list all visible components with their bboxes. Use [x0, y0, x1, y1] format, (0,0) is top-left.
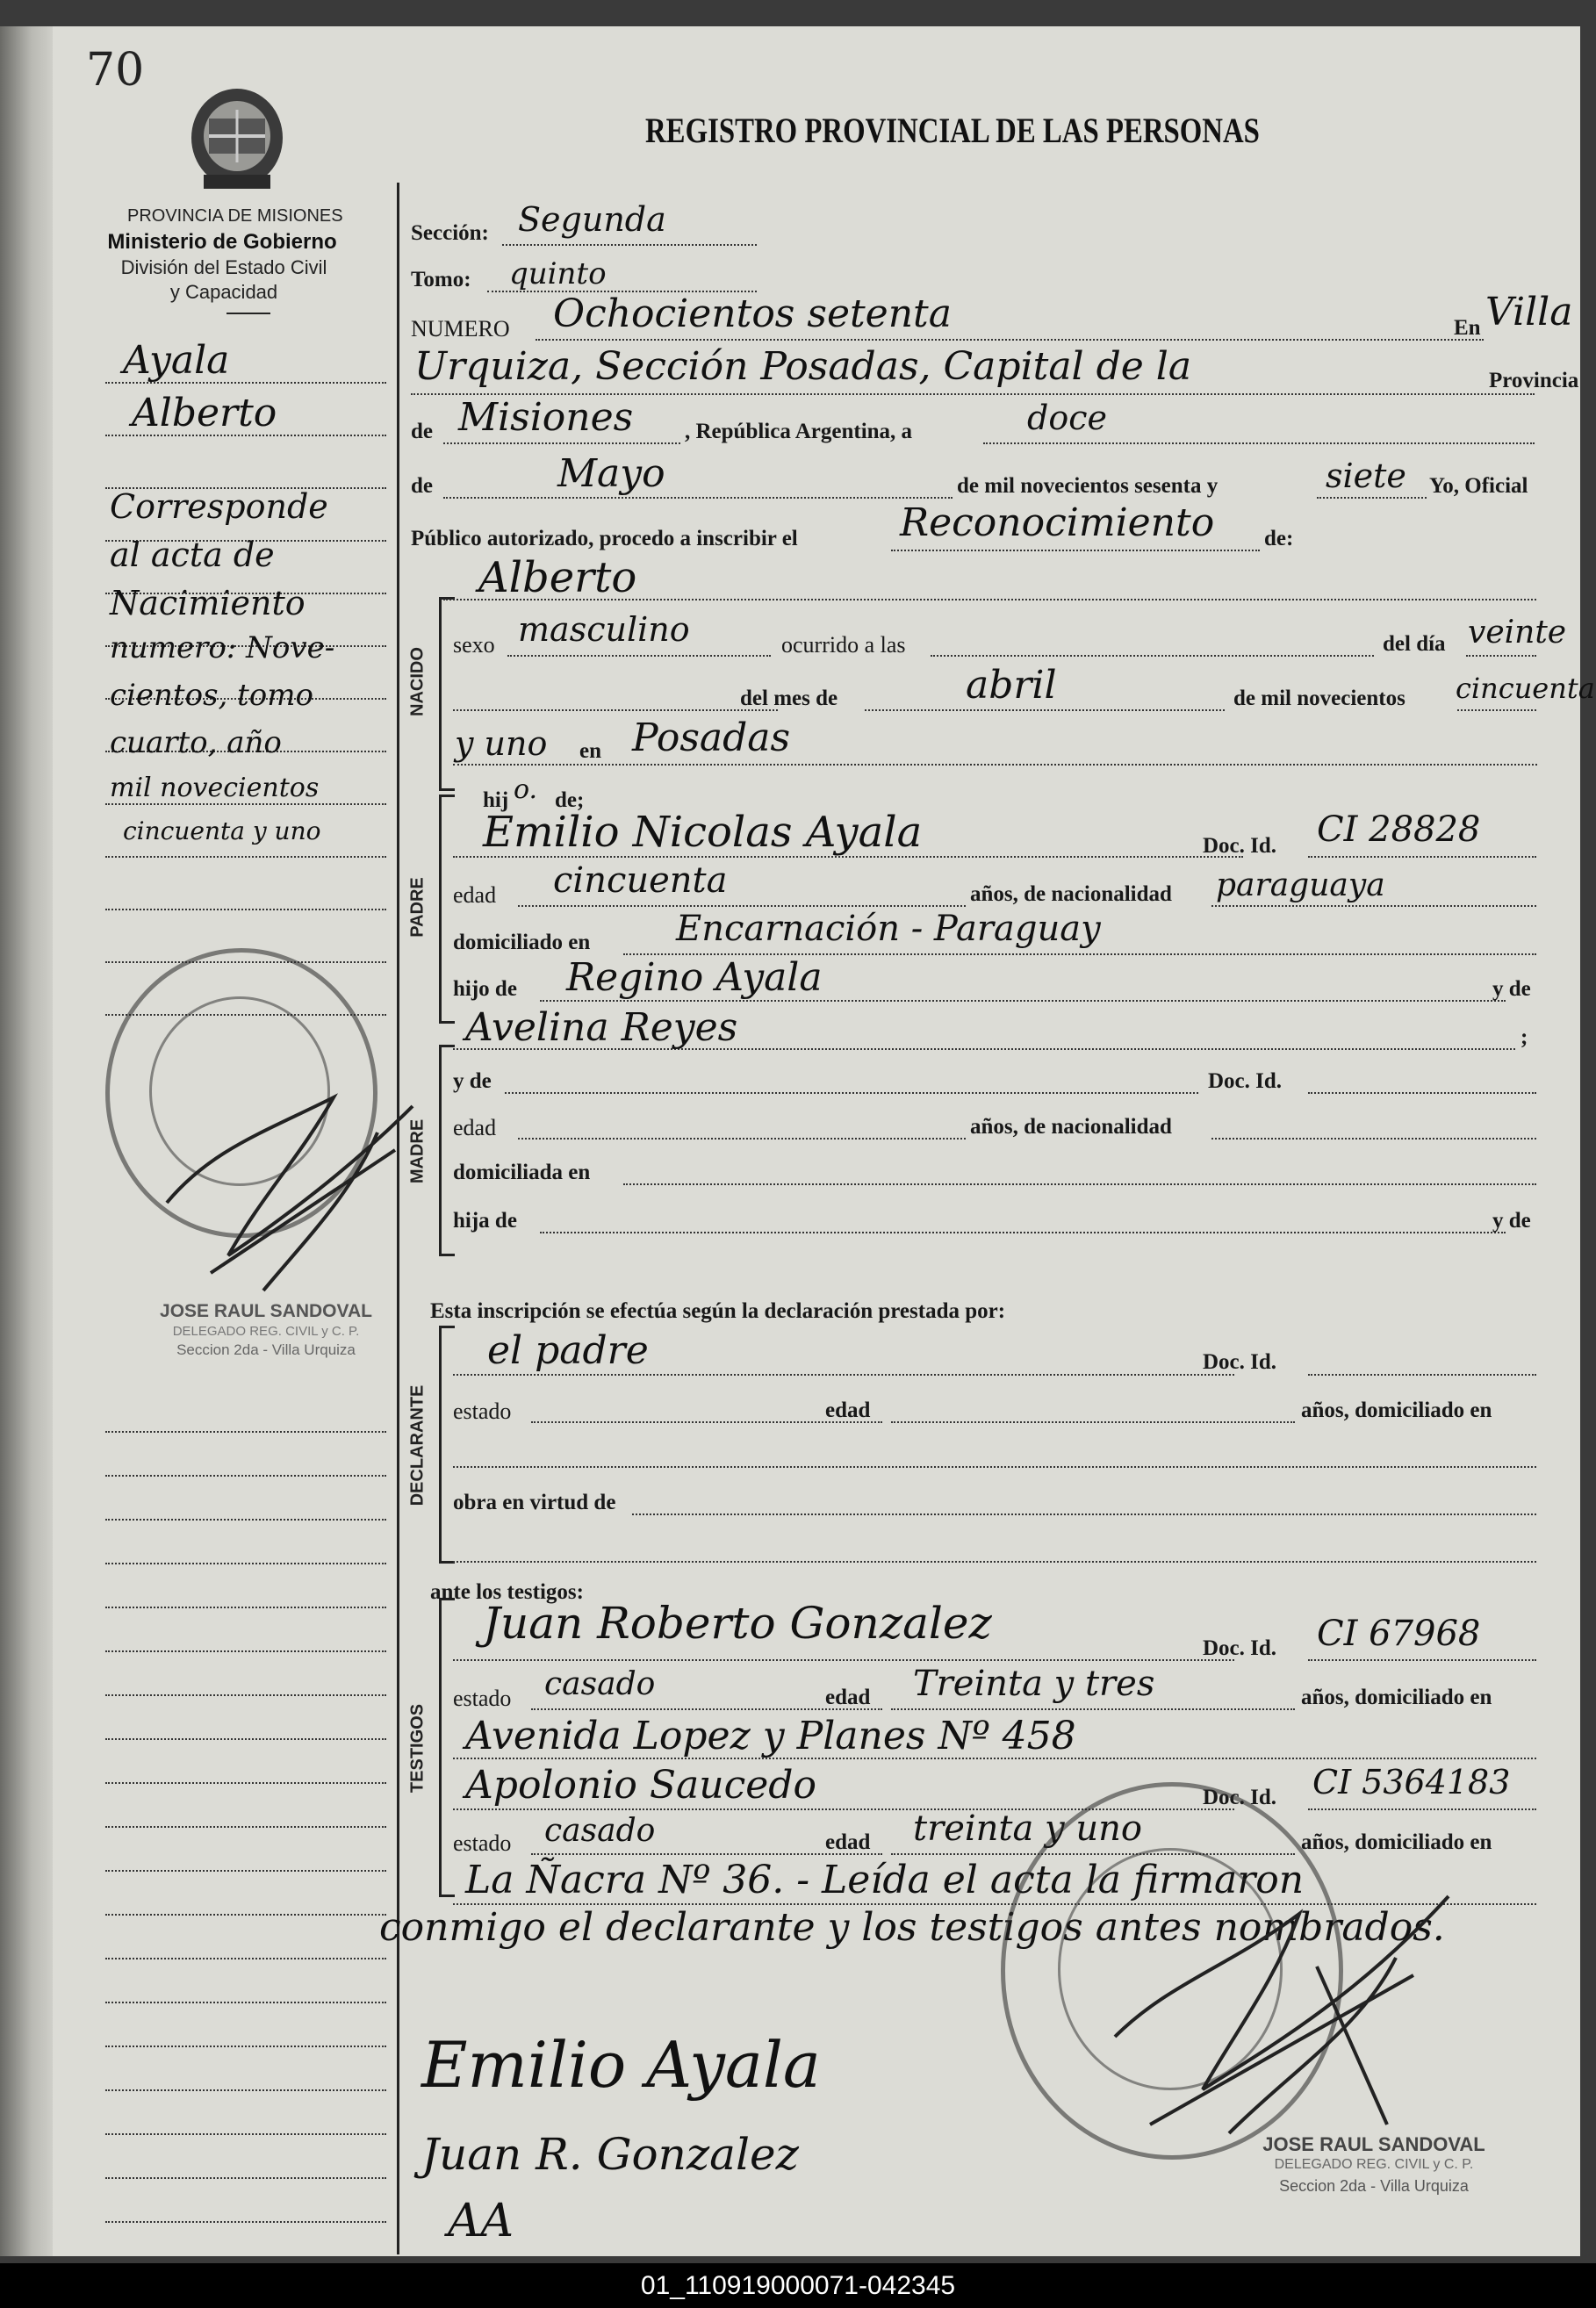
del-mes-label: del mes de — [740, 687, 838, 710]
padre-y-de-label: y de — [1492, 977, 1531, 1001]
document-id-footer: 01_110919000071-042345 — [0, 2263, 1596, 2308]
padre-anos-nac-label: años, de nacionalidad — [970, 882, 1172, 906]
declarante-anos-dom-label: años, domiciliado en — [1301, 1398, 1492, 1422]
section-madre-label: MADRE — [407, 1118, 428, 1184]
en2-label: en — [579, 739, 601, 763]
publico-label: Público autorizado, procedo a inscribir el — [411, 527, 798, 550]
seccion-value: Segunda — [518, 200, 666, 239]
del-dia-label: del día — [1383, 632, 1446, 656]
padre-hijo-de-value: Regino Ayala — [566, 955, 823, 1000]
declarante-value: el padre — [487, 1328, 649, 1373]
padre-doc-label: Doc. Id. — [1203, 834, 1277, 858]
madre-domiciliada-label: domiciliada en — [453, 1161, 591, 1184]
margin-note-line: al acta de — [110, 536, 275, 574]
testigo2-edad-label: edad — [825, 1830, 871, 1854]
section-padre-label: PADRE — [407, 877, 428, 938]
testigo1-doc-label: Doc. Id. — [1203, 1636, 1277, 1660]
section-testigos-label: TESTIGOS — [407, 1703, 428, 1794]
ano-value: siete — [1326, 457, 1406, 495]
testigo1-edad-label: edad — [825, 1686, 871, 1709]
ocurrido-label: ocurrido a las — [781, 632, 906, 658]
de-mil-label: de mil novecientos sesenta y — [957, 474, 1219, 498]
testigo1-value: Juan Roberto Gonzalez — [483, 1598, 992, 1649]
declarante-doc-label: Doc. Id. — [1203, 1350, 1277, 1374]
declarante-edad-label: edad — [825, 1398, 871, 1422]
madre-edad-label: edad — [453, 1115, 497, 1140]
testigo1-estado-value: casado — [544, 1666, 656, 1702]
republica-label: , República Argentina, a — [685, 420, 913, 443]
province-label: PROVINCIA DE MISIONES — [127, 206, 343, 226]
sexo-label: sexo — [453, 632, 495, 658]
de-label: de — [411, 420, 433, 443]
hij-suffix: o. — [514, 774, 538, 805]
registry-page — [53, 26, 1595, 2256]
padre-edad-value: cincuenta — [553, 860, 728, 901]
inscripcion-label: Esta inscripción se efectúa según la declaración prestada por: — [430, 1299, 1006, 1323]
ano-nac2-value: y uno — [455, 724, 548, 763]
left-stamp-name: JOSE RAUL SANDOVAL — [160, 1301, 372, 1321]
province-seal-icon — [184, 83, 290, 198]
lugar-en-value: Villa — [1485, 290, 1573, 334]
testigo2-anos-dom-label: años, domiciliado en — [1301, 1830, 1492, 1854]
padre-nac-value: paraguaya — [1216, 867, 1385, 903]
testigo1-doc-value: CI 67968 — [1317, 1614, 1481, 1654]
padre-doc-value: CI 28828 — [1317, 809, 1481, 850]
margin-note-line: Corresponde — [110, 487, 328, 526]
signature-initials: AA — [448, 2195, 514, 2247]
margin-first-name: Alberto — [132, 391, 277, 435]
margin-note-line: cuarto, año — [110, 725, 282, 760]
testigo2-estado-value: casado — [544, 1813, 656, 1849]
yo-oficial-label: Yo, Oficial — [1429, 474, 1528, 498]
provincia-label: Provincia — [1489, 369, 1579, 392]
de-colon-label: de: — [1264, 527, 1294, 550]
madre-hija-de-label: hija de — [453, 1209, 517, 1233]
provincia-value: Misiones — [458, 395, 634, 440]
madre-y-de-label: y de — [453, 1069, 492, 1093]
ano-nac-value: cincuenta — [1456, 672, 1595, 705]
ministry-label: Ministerio de Gobierno — [107, 230, 337, 254]
division-label-1: División del Estado Civil — [120, 256, 327, 278]
declarante-estado-label: estado — [453, 1398, 512, 1424]
nombre-value: Alberto — [478, 553, 637, 602]
seccion-label: Sección: — [411, 221, 489, 245]
hij-label: hij — [483, 788, 509, 812]
margin-note-line: numero: Nove- — [110, 630, 335, 665]
margin-note-line: cincuenta y uno — [123, 816, 321, 845]
testigo1-anos-dom-label: años, domiciliado en — [1301, 1686, 1492, 1709]
testigo2-value: Apolonio Saucedo — [465, 1763, 816, 1808]
padre-dom-value: Encarnación - Paraguay — [676, 909, 1101, 949]
en-label: En — [1454, 316, 1481, 340]
right-stamp-title: DELEGADO REG. CIVIL y C. P. — [1274, 2157, 1474, 2172]
testigo2-doc-label: Doc. Id. — [1203, 1786, 1277, 1809]
section-declarante-label: DECLARANTE — [407, 1384, 428, 1506]
madre-anos-nac-label: años, de nacionalidad — [970, 1115, 1172, 1139]
madre-doc-label: Doc. Id. — [1208, 1069, 1283, 1093]
left-stamp-office: Seccion 2da - Villa Urquiza — [176, 1341, 356, 1358]
testigo1-dom-value: Avenida Lopez y Planes Nº 458 — [465, 1714, 1076, 1758]
margin-note-line: mil novecientos — [110, 773, 320, 803]
testigo2-edad-value: treinta y uno — [913, 1808, 1142, 1849]
madre-y-de2-label: y de — [1492, 1209, 1531, 1233]
padre-hijo-de-label: hijo de — [453, 977, 517, 1001]
closing-text: conmigo el declarante y los testigos antes nombrados. — [379, 1905, 1445, 1950]
padre-semicolon: ; — [1521, 1025, 1528, 1049]
signature-emilio-ayala: Emilio Ayala — [421, 2028, 821, 2102]
registry-title: REGISTRO PROVINCIAL DE LAS PERSONAS — [645, 111, 1260, 150]
obra-label: obra en virtud de — [453, 1491, 616, 1514]
division-label-2: y Capacidad — [169, 281, 278, 303]
left-stamp-title: DELEGADO REG. CIVIL y C. P. — [172, 1324, 360, 1339]
right-stamp-name: JOSE RAUL SANDOVAL — [1262, 2133, 1485, 2155]
ante-testigos-label: ante los testigos: — [430, 1580, 584, 1604]
tomo-value: quinto — [509, 256, 607, 291]
signature-juan-gonzalez: Juan R. Gonzalez — [421, 2129, 799, 2180]
margin-surname: Ayala — [123, 338, 230, 383]
section-nacido-label: NACIDO — [407, 647, 428, 716]
testigo1-estado-label: estado — [453, 1686, 512, 1711]
mes-nac-value: abril — [966, 663, 1057, 708]
del-dia-value: veinte — [1468, 615, 1567, 651]
tipo-value: Reconocimiento — [900, 500, 1215, 545]
testigo2-estado-label: estado — [453, 1830, 512, 1856]
right-stamp-office: Seccion 2da - Villa Urquiza — [1279, 2177, 1469, 2195]
margin-note-line: Nacimiento — [110, 584, 306, 622]
margin-note-line: cientos, tomo — [110, 678, 313, 713]
padre-nombre-value: Emilio Nicolas Ayala — [483, 808, 923, 857]
tomo-label: Tomo: — [411, 268, 471, 291]
mes-value: Mayo — [557, 451, 665, 496]
de-semi-label: de; — [555, 788, 585, 812]
testigo1-edad-value: Treinta y tres — [913, 1664, 1155, 1704]
lugar-line-value: Urquiza, Sección Posadas, Capital de la — [414, 344, 1192, 389]
testigo2-dom-value: La Ñacra Nº 36. - Leída el acta la firmaron — [465, 1858, 1305, 1902]
padre-domiciliado-label: domiciliado en — [453, 931, 591, 954]
left-signature-scribble-icon — [158, 1045, 421, 1299]
padre-edad-label: edad — [453, 882, 497, 908]
numero-value: Ochocientos setenta — [553, 291, 952, 336]
lugar-nac-value: Posadas — [632, 715, 791, 760]
dia-value: doce — [1027, 399, 1107, 437]
testigo2-doc-value: CI 5364183 — [1312, 1763, 1511, 1801]
numero-label: NUMERO — [411, 316, 510, 342]
de2-label: de — [411, 474, 433, 498]
sexo-value: masculino — [518, 610, 690, 649]
padre-y-de-value: Avelina Reyes — [465, 1005, 738, 1050]
right-signature-scribble-icon — [1097, 1861, 1466, 2142]
book-spine — [0, 26, 53, 2256]
de-mil-nov-label: de mil novecientos — [1233, 687, 1405, 710]
page-number: 70 — [86, 44, 145, 97]
